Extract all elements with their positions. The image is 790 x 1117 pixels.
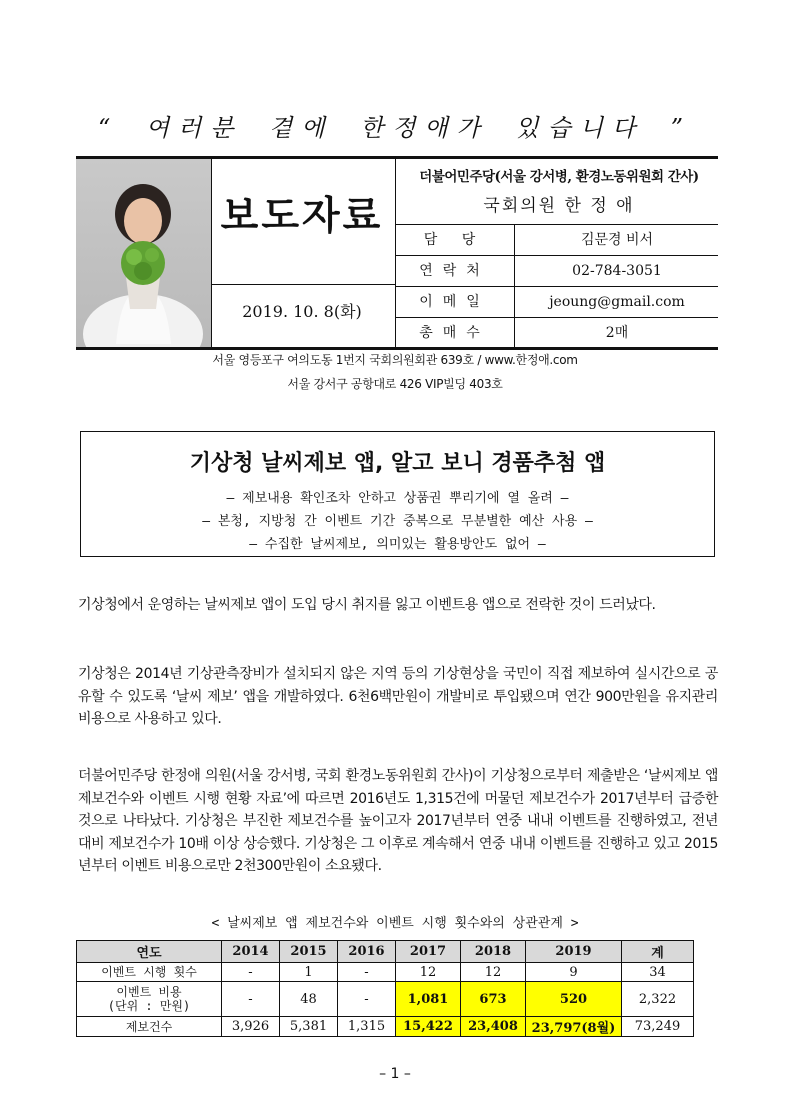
column-header: 2018 bbox=[461, 941, 526, 963]
release-date: 2019. 10. 8(화) bbox=[242, 302, 362, 321]
table-header-row bbox=[77, 941, 694, 963]
member-photo bbox=[76, 159, 211, 347]
table-cell-highlighted: 673 bbox=[461, 982, 526, 1017]
column-header: 연도 bbox=[77, 941, 222, 963]
column-header: 2019 bbox=[526, 941, 622, 963]
table-cell: 3,926 bbox=[222, 1017, 280, 1037]
address-line: 서울 영등포구 여의도동 1번지 국회의원회관 639호 / www.한정애.com bbox=[212, 353, 578, 367]
table-row bbox=[77, 1017, 694, 1037]
column-header: 2014 bbox=[222, 941, 280, 963]
table-row bbox=[77, 982, 694, 1017]
table-cell: 1,315 bbox=[338, 1017, 396, 1037]
info-label: 총매수 bbox=[419, 325, 490, 341]
info-label: 이메일 bbox=[419, 294, 490, 310]
table-cell: 12 bbox=[396, 963, 461, 982]
info-row-email bbox=[396, 286, 718, 317]
table-cell: 48 bbox=[280, 982, 338, 1017]
table-cell-highlighted: 520 bbox=[526, 982, 622, 1017]
column-header: 계 bbox=[622, 941, 694, 963]
table-cell: 73,249 bbox=[622, 1017, 694, 1037]
table-cell: 2,322 bbox=[622, 982, 694, 1017]
table-cell-highlighted: 1,081 bbox=[396, 982, 461, 1017]
table-cell: 34 bbox=[622, 963, 694, 982]
row-label: 이벤트 비용 (단위 : 만원) bbox=[77, 982, 222, 1017]
table-cell-highlighted: 23,408 bbox=[461, 1017, 526, 1037]
info-label: 연락처 bbox=[419, 263, 490, 279]
stats-table bbox=[76, 940, 694, 1037]
table-row bbox=[77, 963, 694, 982]
subheadline: – 제보내용 확인조차 안하고 상품권 뿌리기에 열 올려 – bbox=[226, 491, 569, 506]
header-divider bbox=[211, 159, 212, 347]
header-divider bbox=[212, 284, 396, 285]
column-header: 2017 bbox=[396, 941, 461, 963]
table-caption: < 날씨제보 앱 제보건수와 이벤트 시행 횟수와의 상관관계 > bbox=[211, 916, 579, 931]
column-header: 2015 bbox=[280, 941, 338, 963]
body-paragraph: 기상청에서 운영하는 날씨제보 앱이 도입 당시 취지를 잃고 이벤트용 앱으로 전락한 것이 드러났다. bbox=[78, 597, 656, 613]
table-cell: 9 bbox=[526, 963, 622, 982]
table-cell: - bbox=[338, 963, 396, 982]
table-cell: - bbox=[338, 982, 396, 1017]
column-header: 2016 bbox=[338, 941, 396, 963]
subheadline: – 본청, 지방청 간 이벤트 기간 중복으로 무분별한 예산 사용 – bbox=[202, 514, 593, 529]
table-cell: - bbox=[222, 963, 280, 982]
info-value: jeoung@gmail.com bbox=[514, 287, 719, 317]
table-cell: 1 bbox=[280, 963, 338, 982]
party-affiliation: 더불어민주당(서울 강서병, 환경노동위원회 간사) bbox=[419, 169, 699, 185]
info-value: 02-784-3051 bbox=[514, 256, 719, 286]
table-cell: 12 bbox=[461, 963, 526, 982]
info-row-page-count bbox=[396, 317, 718, 348]
address-line: 서울 강서구 공항대로 426 VIP빌딩 403호 bbox=[287, 377, 503, 391]
member-name: 국회의원 한 정 애 bbox=[483, 196, 635, 216]
press-header bbox=[76, 156, 718, 350]
table-cell: 5,381 bbox=[280, 1017, 338, 1037]
body-paragraph: 기상청은 2014년 기상관측장비가 설치되지 않은 지역 등의 기상현상을 국민이 직접 제보하여 실시간으로 공유할 수 있도록 ‘날씨 제보’ 앱을 개발하였다. 6천6백만원이 개발비로 투입됐으며 연간 900만원을 유지관리비용으로 사용하고 있다. bbox=[78, 666, 718, 727]
table-cell-highlighted: 15,422 bbox=[396, 1017, 461, 1037]
row-label: 제보건수 bbox=[77, 1017, 222, 1037]
subheadline: – 수집한 날씨제보, 의미있는 활용방안도 없어 – bbox=[249, 537, 546, 552]
info-value: 김문경 비서 bbox=[514, 225, 719, 255]
headline: 기상청 날씨제보 앱, 알고 보니 경품추첨 앱 bbox=[189, 451, 606, 476]
info-label: 담 당 bbox=[423, 232, 486, 248]
table-cell: - bbox=[222, 982, 280, 1017]
headline-box bbox=[80, 431, 715, 557]
info-row-phone bbox=[396, 255, 718, 286]
press-release-title: 보도자료 bbox=[220, 194, 384, 239]
row-label: 이벤트 시행 횟수 bbox=[77, 963, 222, 982]
info-row-contact-person bbox=[396, 224, 718, 255]
table-cell-highlighted: 23,797(8월) bbox=[526, 1017, 622, 1037]
slogan: “ 여러분 곁에 한정애가 있습니다 ” bbox=[97, 114, 693, 142]
page-number: – 1 – bbox=[379, 1066, 411, 1082]
info-value: 2매 bbox=[514, 318, 719, 348]
body-paragraph: 더불어민주당 한정애 의원(서울 강서병, 국회 환경노동위원회 간사)이 기상청으로부터 제출받은 ‘날씨제보 앱 제보건수와 이벤트 시행 현황 자료’에 따르면 2016년도 1,315건에 머물던 제보건수가 2017년부터 급증한 것으로 나타났다. 기상청은 부진한 제보건수를 높이고자 2017년부터 연중 내내 이벤트를 진행하였고, 전년 대비 제보건수가 10배 이상 상승했다. 기상청은 그 이후로 계속해서 연중 내내 이벤트를 진행하고 있고 2015년부터 이벤트 비용으로만 2천300만원이 소요됐다. bbox=[78, 768, 718, 874]
